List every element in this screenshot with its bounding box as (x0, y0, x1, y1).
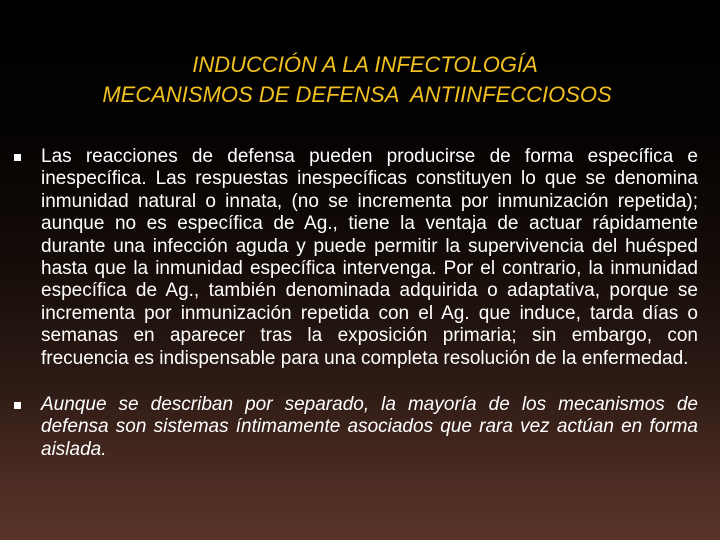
slide-title (0, 50, 720, 110)
title-line-2: MECANISMOS DE DEFENSA ANTIINFECCIOSOS (102, 82, 612, 107)
bullet-text: Las reacciones de defensa pueden producirse de forma específica e inespecífica. Las respuestas inespecíficas constituyen lo que se denomina inmunidad natural o innata, (no se incrementa por inmunización repetida); aunque no es específica de Ag., tiene la ventaja de actuar rápidamente durante una infección aguda y puede permitir la supervivencia del huésped hasta que la inmunidad específica intervenga. Por el contrario, la inmunidad específica de Ag., también denominada adquirida o adaptativa, porque se incrementa por inmunización repetida con el Ag. que induce, tarda días o semanas en aparecer tras la exposición primaria; sin embargo, con frecuencia es indispensable para una completa resolución de la enfermedad. (41, 146, 698, 369)
title-line-1: INDUCCIÓN A LA INFECTOLOGÍA (192, 52, 538, 77)
bullet-text: Aunque se describan por separado, la mayoría de los mecanismos de defensa son sistemas íntimamente asociados que rara vez actúan en forma aislada. (41, 394, 698, 460)
square-bullet-icon (14, 154, 21, 161)
bullet-list (14, 146, 698, 461)
bullet-item-associated-systems (14, 394, 698, 461)
square-bullet-icon (14, 402, 21, 409)
bullet-item-defense-reactions (14, 146, 698, 370)
